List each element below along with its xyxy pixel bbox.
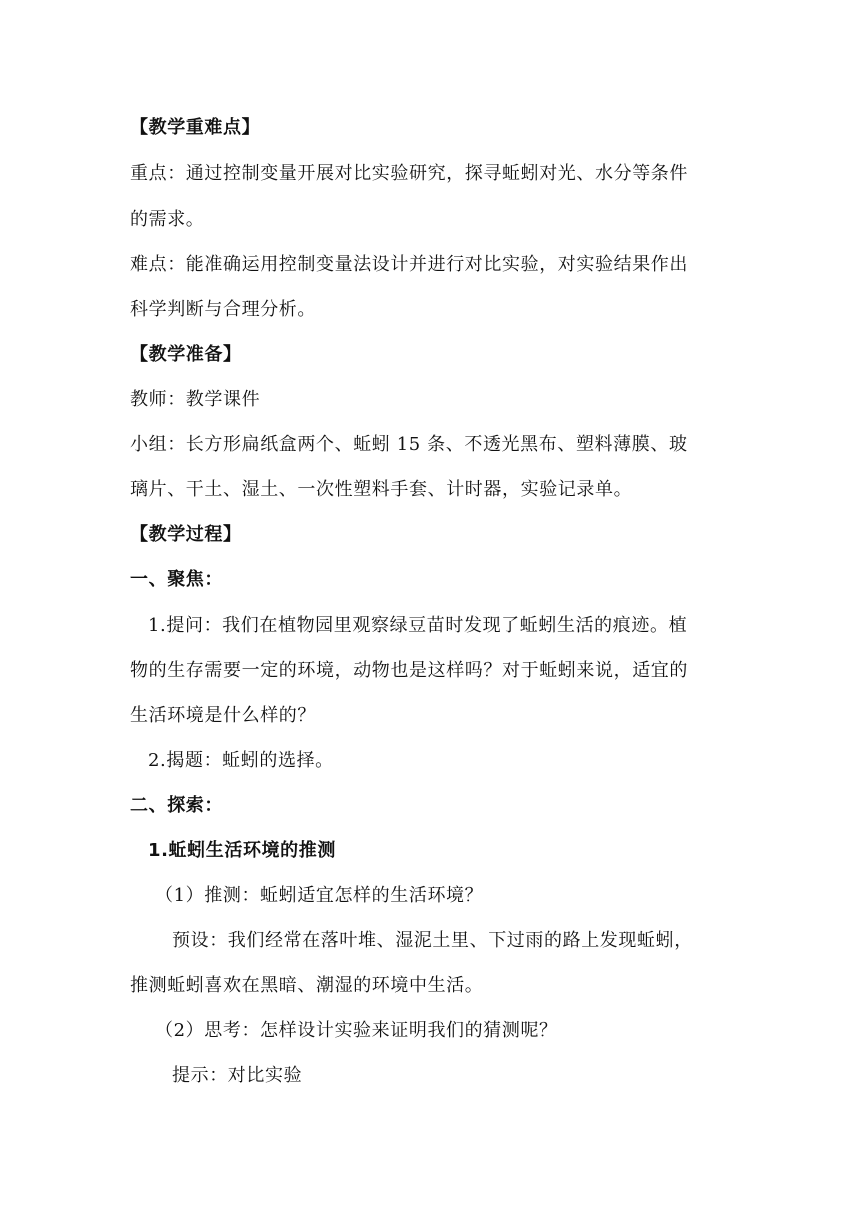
hint-text: 提示：对比实验 bbox=[172, 1065, 303, 1086]
guess-question: （1）推测：蚯蚓适宜怎样的生活环境？ bbox=[155, 885, 484, 906]
heading-teaching-preparation: 【教学准备】 bbox=[130, 344, 242, 365]
teacher-materials: 教师：教学课件 bbox=[130, 389, 261, 410]
topic-reveal: 2.揭题：蚯蚓的选择。 bbox=[148, 750, 334, 771]
preset-line-2: 推测蚯蚓喜欢在黑暗、潮湿的环境中生活。 bbox=[130, 975, 484, 996]
heading-teaching-process: 【教学过程】 bbox=[130, 524, 242, 545]
difficult-point-line-2: 科学判断与合理分析。 bbox=[130, 299, 316, 320]
key-point-line-1: 重点：通过控制变量开展对比实验研究，探寻蚯蚓对光、水分等条件 bbox=[130, 163, 688, 184]
heading-focus: 一、聚焦： bbox=[130, 569, 223, 590]
question-1-line-1: 1.提问：我们在植物园里观察绿豆苗时发现了蚯蚓生活的痕迹。植 bbox=[148, 615, 688, 636]
heading-teaching-difficulties: 【教学重难点】 bbox=[130, 117, 261, 138]
group-materials-line-2: 璃片、干土、湿土、一次性塑料手套、计时器，实验记录单。 bbox=[130, 479, 633, 500]
difficult-point-line-1: 难点：能准确运用控制变量法设计并进行对比实验，对实验结果作出 bbox=[130, 254, 688, 275]
subheading-habitat-guess: 1.蚯蚓生活环境的推测 bbox=[148, 840, 336, 861]
preset-line-1: 预设：我们经常在落叶堆、湿泥土里、下过雨的路上发现蚯蚓， bbox=[172, 930, 693, 951]
heading-explore: 二、探索： bbox=[130, 795, 223, 816]
group-materials-line-1: 小组：长方形扁纸盒两个、蚯蚓 15 条、不透光黑布、塑料薄膜、玻 bbox=[130, 434, 688, 455]
question-1-line-3: 生活环境是什么样的？ bbox=[130, 705, 316, 726]
key-point-line-2: 的需求。 bbox=[130, 209, 205, 230]
question-1-line-2: 物的生存需要一定的环境，动物也是这样吗？对于蚯蚓来说，适宜的 bbox=[130, 660, 688, 681]
think-question: （2）思考：怎样设计实验来证明我们的猜测呢？ bbox=[155, 1020, 558, 1041]
